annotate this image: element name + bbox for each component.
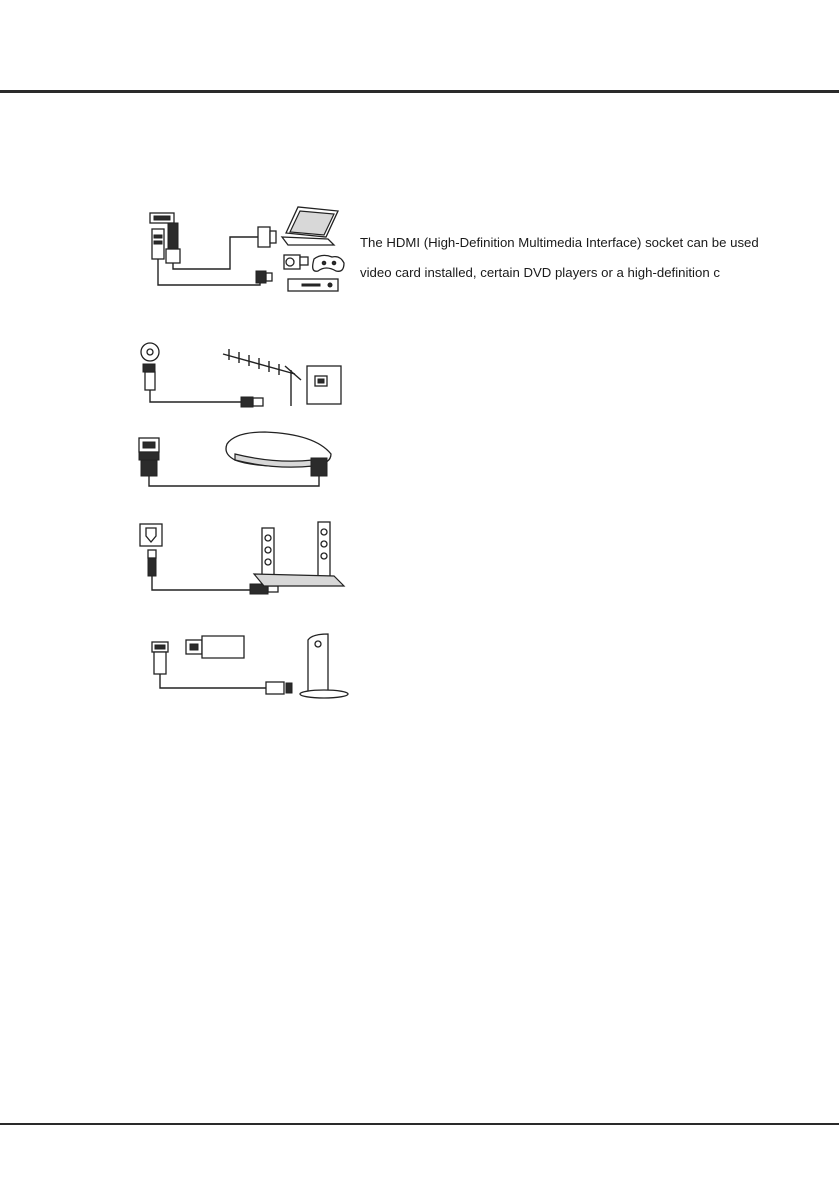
hdmi-connection-diagram (138, 205, 353, 300)
lan-socket-icon (139, 438, 159, 452)
optical-socket-icon (140, 524, 162, 546)
lan-router-connection-diagram (135, 430, 345, 495)
game-controller-icon (313, 255, 344, 271)
optical-audio-connection-diagram (138, 520, 353, 600)
external-hard-drive-icon (300, 634, 348, 698)
camcorder-icon (284, 255, 308, 269)
usb-flash-drive-icon (186, 636, 244, 658)
wall-antenna-socket-icon (307, 366, 341, 404)
dvd-player-icon (288, 279, 338, 291)
usb-plug-icon (266, 682, 292, 694)
hdmi-plug-icon (256, 271, 266, 283)
laptop-icon (282, 207, 338, 245)
usb-socket-icon (152, 642, 168, 652)
hdmi-description (360, 228, 830, 288)
speaker-system-icon (254, 522, 344, 586)
description-line-1: The HDMI (High-Definition Multimedia Interface) socket can be used (360, 235, 759, 250)
lan-plug-icon (311, 458, 327, 476)
description-line-2: video card installed, certain DVD players or a high-definition c (360, 265, 720, 280)
footer-rule (0, 1123, 839, 1125)
antenna-connection-diagram (135, 340, 355, 410)
header-rule (0, 90, 839, 93)
dvi-plug-icon (258, 227, 270, 247)
rf-socket-icon (141, 343, 159, 361)
usb-connection-diagram (148, 632, 358, 702)
coax-plug-icon (241, 397, 263, 407)
